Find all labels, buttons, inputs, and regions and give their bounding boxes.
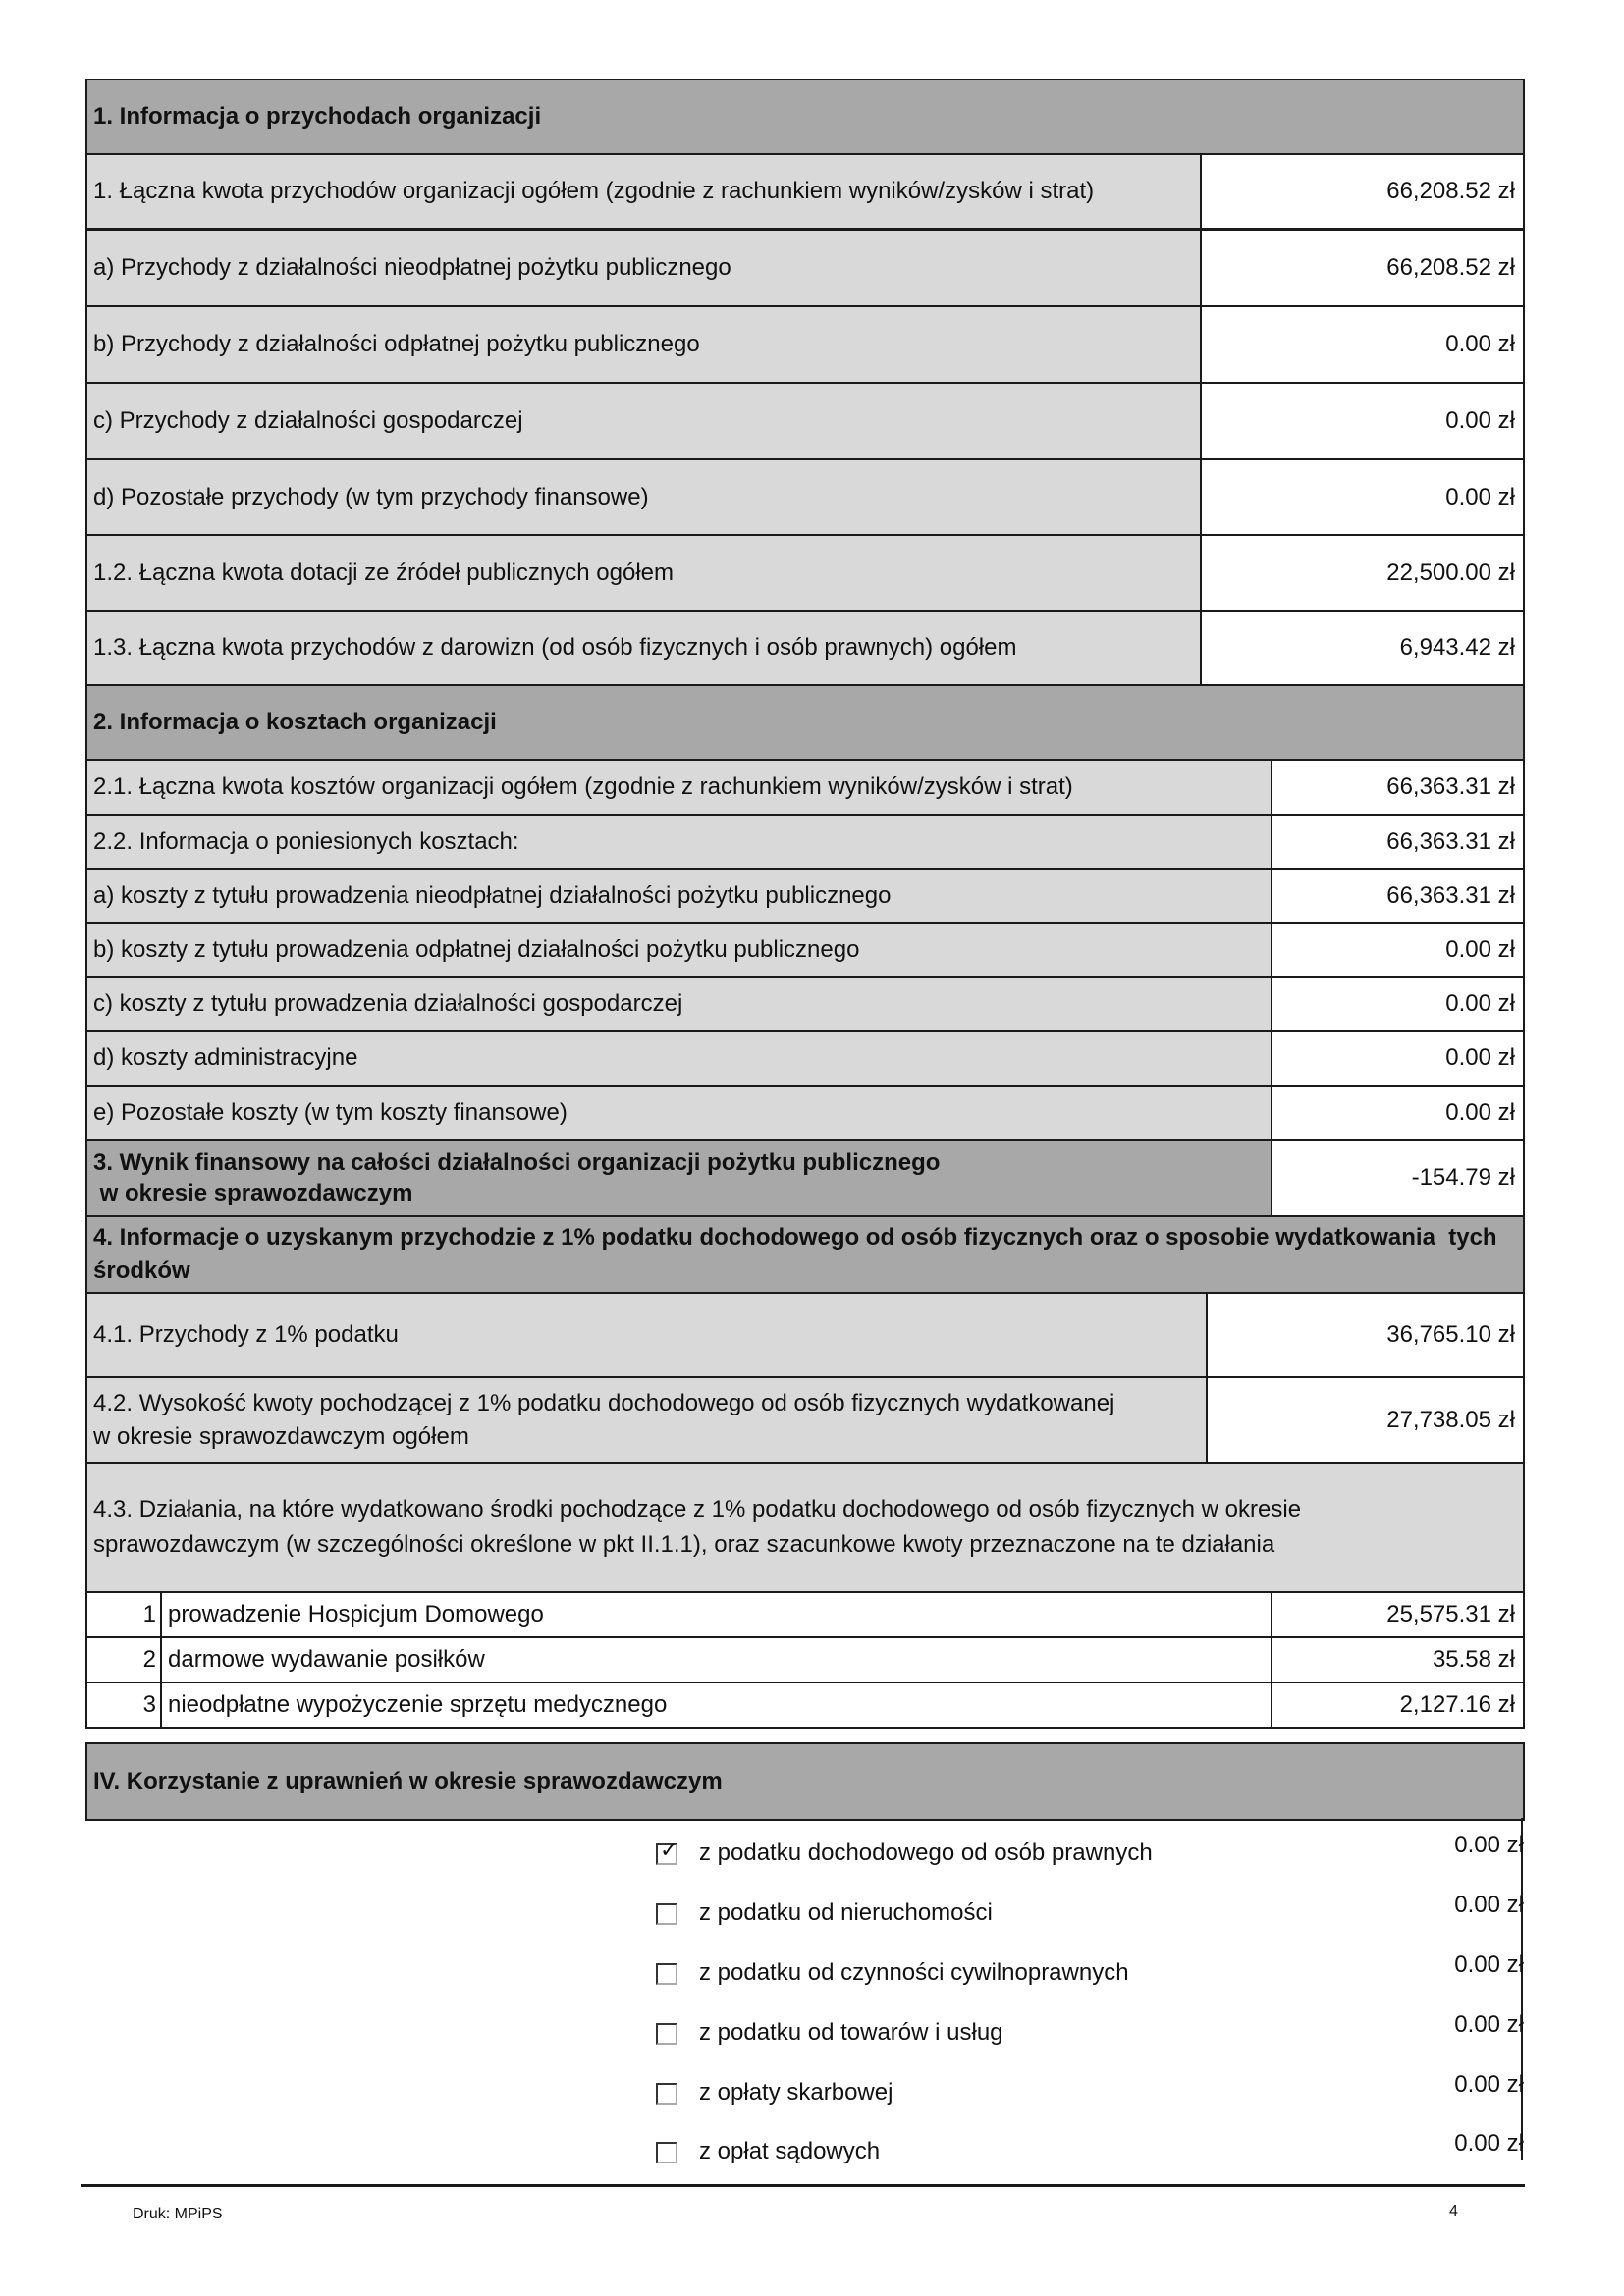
row-label: c) Przychody z działalności gospodarczej xyxy=(87,384,1200,458)
section2-title: 2. Informacja o kosztach organizacji xyxy=(87,686,1523,759)
activities-description-text xyxy=(87,1464,1523,1591)
table-row xyxy=(85,814,1525,870)
activity-value: 35.58 zł xyxy=(1271,1638,1523,1682)
section2-header xyxy=(85,684,1525,761)
section4-header xyxy=(85,1215,1525,1294)
section-iv-header xyxy=(85,1742,1525,1821)
row-label: b) koszty z tytułu prowadzenia odpłatnej działalności pożytku publicznego xyxy=(87,924,1271,976)
activity-number: 2 xyxy=(87,1638,162,1682)
activity-number: 1 xyxy=(87,1593,162,1636)
table-row xyxy=(85,1030,1525,1087)
row-value: 6,943.42 zł xyxy=(1200,612,1523,684)
section1-header xyxy=(85,79,1525,155)
privilege-label: z podatku od czynności cywilnoprawnych xyxy=(699,1959,1129,1986)
section3-label-line1: 3. Wynik finansowy na całości działalności organizacji pożytku publicznego xyxy=(93,1149,941,1176)
table-row xyxy=(85,1376,1525,1464)
table-row xyxy=(85,1085,1525,1141)
row-value: 0.00 zł xyxy=(1271,978,1523,1030)
activity-name: prowadzenie Hospicjum Domowego xyxy=(168,1601,544,1628)
table-row xyxy=(85,868,1525,924)
privilege-item xyxy=(656,1888,1524,1947)
row-value: 66,363.31 zł xyxy=(1271,816,1523,868)
row-label: 1.3. Łączna kwota przychodów z darowizn (od osób fizycznych i osób prawnych) ogółem xyxy=(87,612,1200,684)
row-value: 22,500.00 zł xyxy=(1200,536,1523,610)
section3-label xyxy=(87,1141,1271,1215)
checkbox[interactable] xyxy=(656,2083,677,2105)
table-row xyxy=(85,610,1525,686)
table-row xyxy=(85,922,1525,978)
row-label-line2: w okresie sprawozdawczym ogółem xyxy=(93,1422,469,1450)
activity-value: 2,127.16 zł xyxy=(1271,1683,1523,1727)
section4-title xyxy=(87,1217,1523,1292)
section4-title-line1: 4. Informacje o uzyskanym przychodzie z 1% podatku dochodowego od osób fizycznych oraz o sposobie wydatkowania tych xyxy=(93,1224,1497,1251)
privilege-value: 0.00 zł xyxy=(1454,2130,1524,2157)
activity-row xyxy=(85,1682,1525,1729)
row-value: 0.00 zł xyxy=(1271,924,1523,976)
privilege-label: z opłat sądowych xyxy=(699,2138,881,2164)
row-label xyxy=(87,1378,1206,1462)
row43-line1: 4.3. Działania, na które wydatkowano środki pochodzące z 1% podatku dochodowego od osób fizycznych w okresie xyxy=(93,1496,1302,1522)
section3-value: -154.79 zł xyxy=(1271,1141,1523,1215)
section1-title: 1. Informacja o przychodach organizacji xyxy=(87,80,1523,153)
table-row xyxy=(85,153,1525,230)
check-mark-icon: ✓ xyxy=(660,1838,678,1862)
checkbox[interactable] xyxy=(656,2142,677,2163)
privilege-value: 0.00 zł xyxy=(1454,2071,1524,2098)
row-label-line1: 4.2. Wysokość kwoty pochodzącej z 1% podatku dochodowego od osób fizycznych wydatkowanej xyxy=(93,1389,1115,1416)
table-row xyxy=(85,229,1525,307)
privilege-value: 0.00 zł xyxy=(1454,1832,1524,1858)
row-label: d) koszty administracyjne xyxy=(87,1032,1271,1085)
privilege-value: 0.00 zł xyxy=(1454,1951,1524,1978)
row-value: 27,738.05 zł xyxy=(1206,1378,1523,1462)
privilege-value: 0.00 zł xyxy=(1454,2011,1524,2038)
row-label: 4.1. Przychody z 1% podatku xyxy=(87,1294,1206,1376)
row-label: 1. Łączna kwota przychodów organizacji ogółem (zgodnie z rachunkiem wyników/zysków i strat) xyxy=(87,155,1200,228)
activity-row xyxy=(85,1591,1525,1638)
activity-name: nieodpłatne wypożyczenie sprzętu medycznego xyxy=(168,1691,668,1718)
row-label: a) Przychody z działalności nieodpłatnej pożytku publicznego xyxy=(87,231,1200,305)
row-value: 36,765.10 zł xyxy=(1206,1294,1523,1376)
privilege-item xyxy=(656,1828,1524,1887)
row-value: 0.00 zł xyxy=(1271,1087,1523,1139)
activity-number: 3 xyxy=(87,1683,162,1727)
row-value: 66,208.52 zł xyxy=(1200,155,1523,228)
row-value: 0.00 zł xyxy=(1271,1032,1523,1085)
checkbox[interactable] xyxy=(656,1963,677,1985)
row-label: b) Przychody z działalności odpłatnej pożytku publicznego xyxy=(87,307,1200,382)
table-row xyxy=(85,1292,1525,1378)
row-value: 0.00 zł xyxy=(1200,460,1523,534)
table-row xyxy=(85,305,1525,384)
checkbox[interactable] xyxy=(656,1903,677,1925)
checkbox[interactable] xyxy=(656,2023,677,2045)
section3-label-line2: w okresie sprawozdawczym xyxy=(93,1180,413,1206)
privilege-label: z podatku od towarów i usług xyxy=(699,2019,1003,2046)
row43-line2: sprawozdawczym (w szczególności określone w pkt II.1.1), oraz szacunkowe kwoty przeznaczone na te działania xyxy=(93,1531,1275,1558)
row-value: 0.00 zł xyxy=(1200,307,1523,382)
privilege-item xyxy=(656,2067,1524,2126)
privilege-item xyxy=(656,1948,1524,2006)
privilege-label: z podatku dochodowego od osób prawnych xyxy=(699,1840,1153,1866)
row-label: 1.2. Łączna kwota dotacji ze źródeł publicznych ogółem xyxy=(87,536,1200,610)
section-iv-title: IV. Korzystanie z uprawnień w okresie sprawozdawczym xyxy=(87,1744,1523,1819)
footer-divider xyxy=(81,2184,1525,2187)
row-label: 2.1. Łączna kwota kosztów organizacji ogółem (zgodnie z rachunkiem wyników/zysków i strat) xyxy=(87,761,1271,814)
table-row xyxy=(85,976,1525,1032)
section3-row xyxy=(85,1139,1525,1217)
page-number: 4 xyxy=(1449,2203,1458,2219)
row-label: d) Pozostałe przychody (w tym przychody finansowe) xyxy=(87,460,1200,534)
table-row xyxy=(85,382,1525,460)
row-value: 0.00 zł xyxy=(1200,384,1523,458)
table-row xyxy=(85,534,1525,612)
row-label: c) koszty z tytułu prowadzenia działalności gospodarczej xyxy=(87,978,1271,1030)
activities-description xyxy=(85,1462,1525,1593)
activity-name: darmowe wydawanie posiłków xyxy=(168,1646,485,1673)
table-row xyxy=(85,458,1525,536)
footer-print-label: Druk: MPiPS xyxy=(133,2206,223,2222)
row-label: e) Pozostałe koszty (w tym koszty finansowe) xyxy=(87,1087,1271,1139)
section4-title-line2: środków xyxy=(93,1257,190,1284)
table-row xyxy=(85,759,1525,816)
row-value: 66,363.31 zł xyxy=(1271,761,1523,814)
checkbox[interactable] xyxy=(656,1838,678,1865)
privilege-label: z opłaty skarbowej xyxy=(699,2079,893,2106)
activity-value: 25,575.31 zł xyxy=(1271,1593,1523,1636)
privilege-item xyxy=(656,2007,1524,2066)
activity-row xyxy=(85,1636,1525,1683)
row-value: 66,363.31 zł xyxy=(1271,870,1523,922)
row-label: 2.2. Informacja o poniesionych kosztach: xyxy=(87,816,1271,868)
row-value: 66,208.52 zł xyxy=(1200,231,1523,305)
privilege-item xyxy=(656,2126,1524,2185)
privilege-value: 0.00 zł xyxy=(1454,1892,1524,1918)
row-label: a) koszty z tytułu prowadzenia nieodpłatnej działalności pożytku publicznego xyxy=(87,870,1271,922)
privilege-label: z podatku od nieruchomości xyxy=(699,1899,993,1926)
